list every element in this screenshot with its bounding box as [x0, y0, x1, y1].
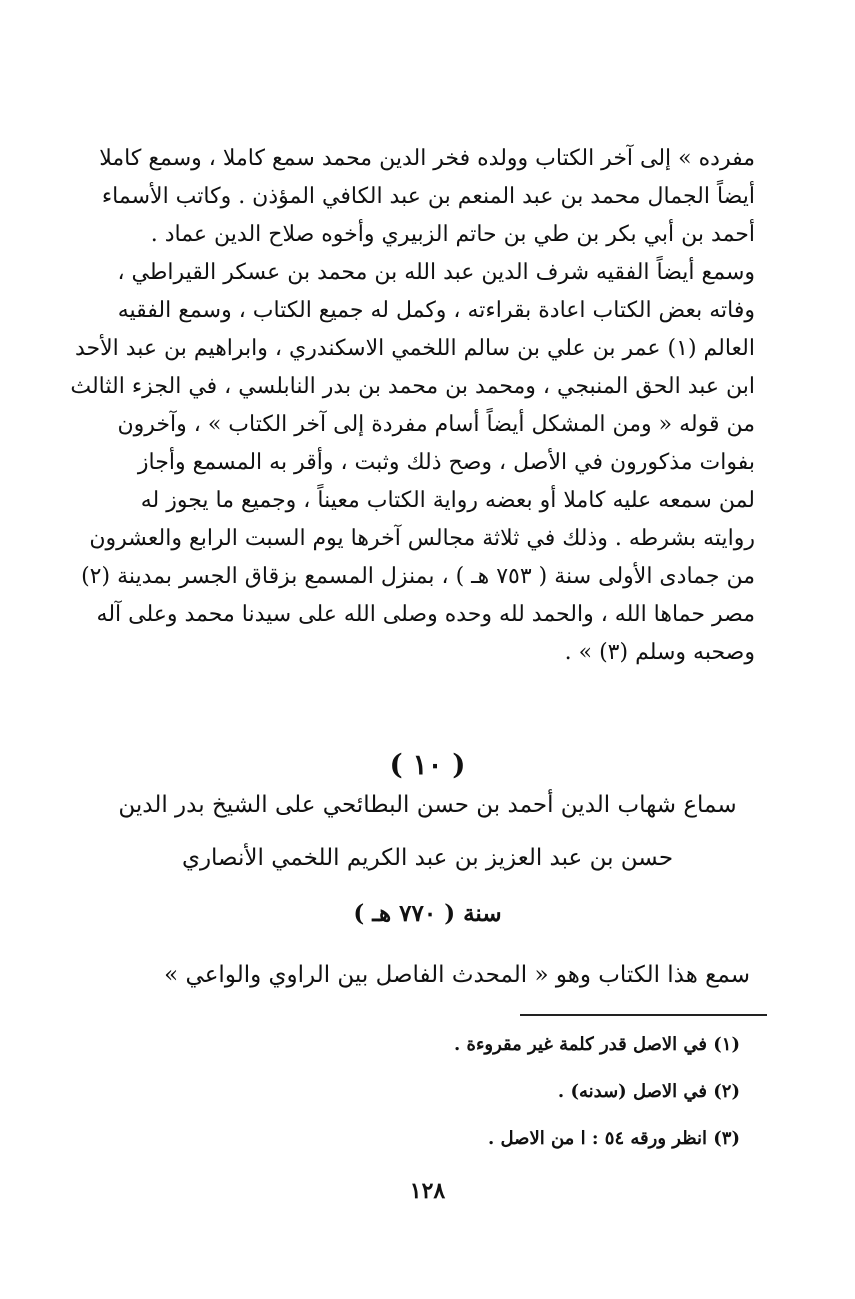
- body-paragraph: [70, 140, 755, 672]
- body-line: من قوله « ومن المشكل أيضاً أسام مفردة إلى آخر الكتاب » ، وآخرون: [117, 412, 755, 437]
- footnotes: [300, 1025, 740, 1166]
- body-line: بفوات مذكورون في الأصل ، وصح ذلك وثبت ، وأقر به المسمع وأجاز: [137, 450, 755, 475]
- page-number: ١٢٨: [409, 1178, 446, 1204]
- section-heading-date: سنة ( ٧٧٠ هـ ): [353, 900, 502, 927]
- footnote: (١) في الاصل قدر كلمة غير مقروءة .: [453, 1034, 740, 1055]
- body-line: مصر حماها الله ، والحمد لله وحده وصلى الله على سيدنا محمد وعلى آله: [96, 602, 755, 627]
- closing-line: سمع هذا الكتاب وهو « المحدث الفاصل بين الراوي والواعي »: [164, 962, 750, 988]
- body-line: وفاته بعض الكتاب اعادة بقراءته ، وكمل له جميع الكتاب ، وسمع الفقيه: [117, 298, 755, 323]
- section-number: ( ١٠ ): [389, 748, 466, 781]
- footnote-divider: [520, 1014, 767, 1016]
- body-line: أحمد بن أبي بكر بن طي بن حاتم الزبيري وأخوه صلاح الدين عماد .: [150, 222, 755, 247]
- section-heading-line: سماع شهاب الدين أحمد بن حسن البطائحي على الشيخ بدر الدين: [118, 792, 737, 818]
- body-line: ابن عبد الحق المنبجي ، ومحمد بن محمد بن بدر النابلسي ، في الجزء الثالث: [70, 374, 755, 399]
- body-line: العالم (١) عمر بن علي بن سالم اللخمي الاسكندري ، وابراهيم بن عبد الأحد: [74, 336, 755, 361]
- footnote: (٣) انظر ورقه ٥٤ : ا من الاصل .: [488, 1128, 740, 1149]
- body-line: من جمادى الأولى سنة ( ٧٥٣ هـ ) ، بمنزل المسمع بزقاق الجسر بمدينة (٢): [81, 564, 755, 589]
- body-line: وسمع أيضاً الفقيه شرف الدين عبد الله بن محمد بن عسكر القيراطي ،: [117, 260, 755, 285]
- body-line: روايته بشرطه . وذلك في ثلاثة مجالس آخرها يوم السبت الرابع والعشرون: [89, 526, 755, 551]
- body-line: وصحبه وسلم (٣) » .: [564, 640, 755, 665]
- body-line: مفرده » إلى آخر الكتاب وولده فخر الدين محمد سمع كاملا ، وسمع كاملا: [99, 146, 755, 171]
- section-heading-line: حسن بن عبد العزيز بن عبد الكريم اللخمي الأنصاري: [181, 845, 674, 871]
- body-line: أيضاً الجمال محمد بن عبد المنعم بن عبد الكافي المؤذن . وكاتب الأسماء: [101, 184, 755, 209]
- body-line: لمن سمعه عليه كاملا أو بعضه رواية الكتاب معيناً ، وجميع ما يجوز له: [140, 488, 755, 513]
- footnote: (٢) في الاصل (سدنه) .: [557, 1081, 740, 1102]
